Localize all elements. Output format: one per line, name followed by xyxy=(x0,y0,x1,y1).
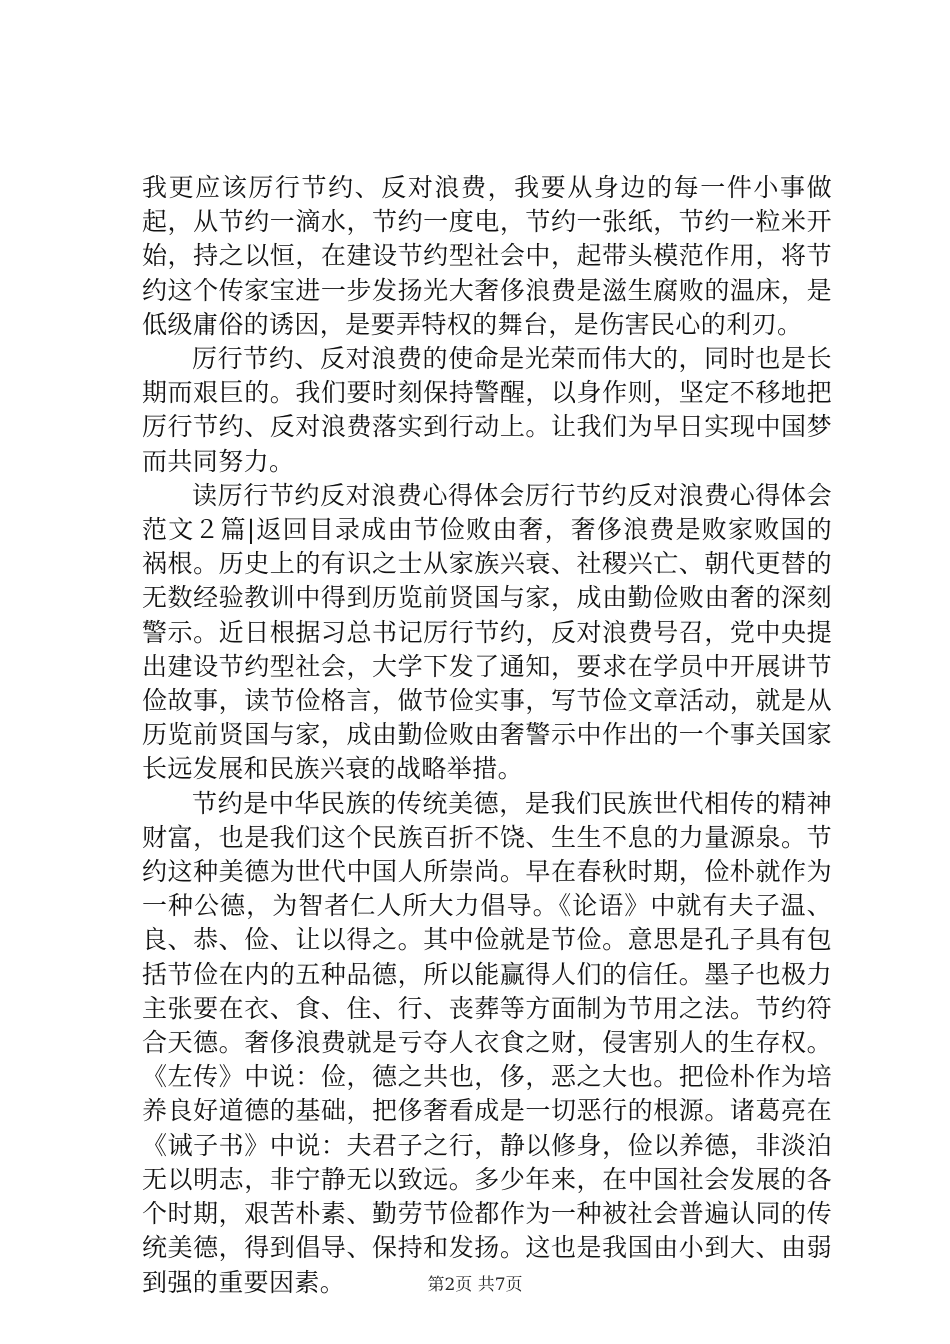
page-number-footer: 第2页 共7页 xyxy=(427,1275,523,1295)
paragraph-4: 节约是中华民族的传统美德，是我们民族世代相传的精神财富，也是我们这个民族百折不饶、生生不息的力量源泉。节约这种美德为世代中国人所崇尚。早在春秋时期，俭朴就作为一种公德，为智者仁人所大力倡导。《论语》中就有夫子温、良、恭、俭、让以得之。其中俭就是节俭。意思是孔子具有包括节俭在内的五种品德，所以能赢得人们的信任。墨子也极力主张要在衣、食、住、行、丧葬等方面制为节用之法。节约符合天德。奢侈浪费就是亏夺人衣食之财，侵害别人的生存权。《左传》中说：俭，德之共也，侈，恶之大也。把俭朴作为培养良好道德的基础，把侈奢看成是一切恶行的根源。诸葛亮在《诫子书》中说：夫君子之行，静以修身，俭以养德，非淡泊无以明志，非宁静无以致远。多少年来，在中国社会发展的各个时期，艰苦朴素、勤劳节俭都作为一种被社会普遍认同的传统美德，得到倡导、保持和发扬。这也是我国由小到大、由弱到强的重要因素。 xyxy=(142,788,832,1297)
paragraph-3: 读厉行节约反对浪费心得体会厉行节约反对浪费心得体会范文２篇|返回目录成由节俭败由奢，奢侈浪费是败家败国的祸根。历史上的有识之士从家族兴衰、社稷兴亡、朝代更替的无数经验教训中得到历览前贤国与家，成由勤俭败由奢的深刻警示。近日根据习总书记厉行节约，反对浪费号召，党中央提出建设节约型社会，大学下发了通知，要求在学员中开展讲节俭故事，读节俭格言，做节俭实事，写节俭文章活动，就是从历览前贤国与家，成由勤俭败由奢警示中作出的一个事关国家长远发展和民族兴衰的战略举措。 xyxy=(142,480,832,784)
document-body xyxy=(142,171,832,1300)
paragraph-2: 厉行节约、反对浪费的使命是光荣而伟大的，同时也是长期而艰巨的。我们要时刻保持警醒，以身作则，坚定不移地把厉行节约、反对浪费落实到行动上。让我们为早日实现中国梦而共同努力。 xyxy=(142,344,832,476)
paragraph-1: 我更应该厉行节约、反对浪费，我要从身边的每一件小事做起，从节约一滴水，节约一度电，节约一张纸，节约一粒米开始，持之以恒，在建设节约型社会中，起带头模范作用，将节约这个传家宝进一步发扬光大奢侈浪费是滋生腐败的温床，是低级庸俗的诱因，是要弄特权的舞台，是伤害民心的利刃。 xyxy=(142,173,832,339)
